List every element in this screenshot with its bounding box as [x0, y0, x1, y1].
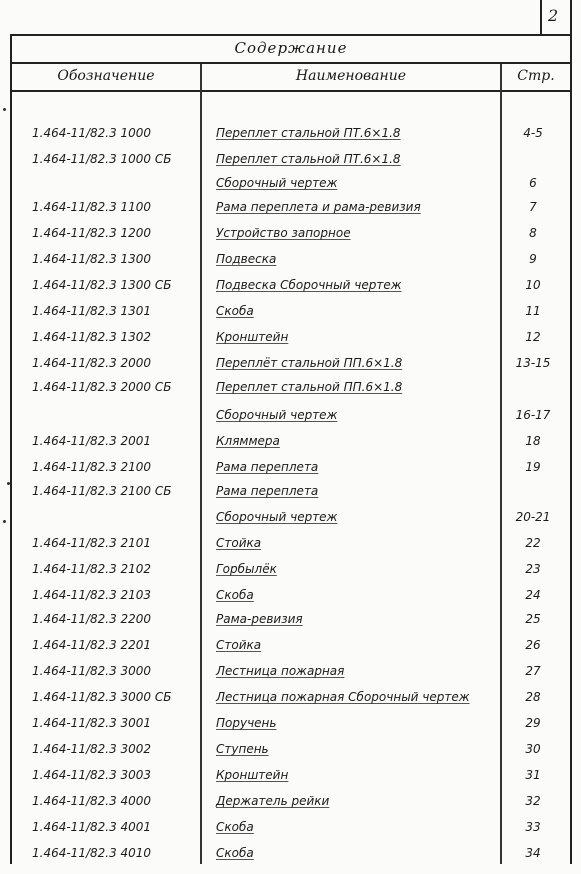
cell-name: Кронштейн	[216, 768, 289, 782]
document-title: Содержание	[234, 39, 348, 57]
scan-speck	[3, 520, 6, 523]
cell-name: Подвеска	[216, 252, 277, 266]
cell-designation: 1.464-11/82.3 1300	[32, 252, 152, 266]
cell-name: Стойка	[216, 536, 262, 550]
cell-designation: 1.464-11/82.3 2200	[32, 612, 152, 626]
cell-designation: 1.464-11/82.3 1300 СБ	[32, 278, 172, 292]
cell-name: Рама переплета	[216, 484, 319, 498]
cell-name: Держатель рейки	[216, 794, 330, 808]
table-header	[12, 64, 570, 92]
cell-designation: 1.464-11/82.3 3002	[32, 742, 152, 756]
table-row	[12, 634, 570, 660]
cell-page: 4-5	[523, 126, 543, 140]
table-row	[12, 712, 570, 738]
cell-page: 22	[525, 536, 541, 550]
table-row	[12, 326, 570, 352]
cell-designation: 1.464-11/82.3 2001	[32, 434, 152, 448]
table-row	[12, 222, 570, 248]
cell-designation: 1.464-11/82.3 2102	[32, 562, 152, 576]
cell-page: 29	[525, 716, 541, 730]
cell-page: 8	[529, 226, 537, 240]
table-row	[12, 686, 570, 712]
header-name: Наименование	[295, 68, 407, 84]
header-designation: Обозначение	[57, 68, 155, 84]
table-row	[12, 300, 570, 326]
cell-page: 28	[525, 690, 541, 704]
cell-name: Горбылёк	[216, 562, 277, 576]
cell-page: 27	[525, 664, 541, 678]
cell-name: Рама переплета	[216, 460, 319, 474]
table-row	[12, 172, 570, 198]
cell-designation: 1.464-11/82.3 1000 СБ	[32, 152, 172, 166]
cell-name: Лестница пожарная	[216, 664, 345, 678]
cell-name: Рама-ревизия	[216, 612, 303, 626]
cell-page: 7	[529, 200, 537, 214]
table-row	[12, 764, 570, 790]
table-row	[12, 122, 570, 148]
table-row	[12, 196, 570, 222]
header-page: Стр.	[517, 68, 555, 84]
cell-designation: 1.464-11/82.3 1302	[32, 330, 152, 344]
table-row	[12, 738, 570, 764]
cell-page: 34	[525, 846, 541, 860]
cell-designation: 1.464-11/82.3 2103	[32, 588, 152, 602]
cell-name: Скоба	[216, 820, 254, 834]
cell-name: Переплет стальной ПТ.6×1.8	[216, 152, 401, 166]
cell-designation: 1.464-11/82.3 2201	[32, 638, 152, 652]
cell-page: 24	[525, 588, 541, 602]
cell-page: 16-17	[515, 408, 551, 422]
cell-designation: 1.464-11/82.3 3003	[32, 768, 152, 782]
cell-name: Скоба	[216, 304, 254, 318]
cell-name: Скоба	[216, 588, 254, 602]
cell-name: Ступень	[216, 742, 269, 756]
table-row	[12, 532, 570, 558]
cell-designation: 1.464-11/82.3 1301	[32, 304, 152, 318]
cell-page: 23	[525, 562, 541, 576]
table-row	[12, 248, 570, 274]
cell-name: Лестница пожарная Сборочный чертеж	[216, 690, 470, 704]
cell-page: 33	[525, 820, 541, 834]
cell-designation: 1.464-11/82.3 4000	[32, 794, 152, 808]
table-row	[12, 608, 570, 634]
cell-name: Переплет стальной ПП.6×1.8	[216, 380, 403, 394]
table-row	[12, 790, 570, 816]
cell-name: Переплет стальной ПТ.6×1.8	[216, 126, 401, 140]
cell-page: 9	[529, 252, 537, 266]
cell-designation: 1.464-11/82.3 1100	[32, 200, 152, 214]
cell-name: Переплёт стальной ПП.6×1.8	[216, 356, 403, 370]
cell-name: Кронштейн	[216, 330, 289, 344]
table-row	[12, 148, 570, 174]
cell-name: Сборочный чертеж	[216, 176, 338, 190]
table-row	[12, 558, 570, 584]
cell-designation: 1.464-11/82.3 4010	[32, 846, 152, 860]
cell-page: 11	[525, 304, 541, 318]
table-row	[12, 456, 570, 482]
table-row	[12, 506, 570, 532]
cell-page: 31	[525, 768, 541, 782]
cell-designation: 1.464-11/82.3 1000	[32, 126, 152, 140]
cell-page: 32	[525, 794, 541, 808]
cell-designation: 1.464-11/82.3 2100	[32, 460, 152, 474]
scan-speck	[3, 108, 6, 111]
cell-designation: 1.464-11/82.3 3001	[32, 716, 152, 730]
table-row	[12, 404, 570, 430]
cell-name: Сборочный чертеж	[216, 510, 338, 524]
cell-designation: 1.464-11/82.3 1200	[32, 226, 152, 240]
table-row	[12, 352, 570, 378]
cell-page: 18	[525, 434, 541, 448]
table-row	[12, 430, 570, 456]
cell-name: Сборочный чертеж	[216, 408, 338, 422]
cell-designation: 1.464-11/82.3 2101	[32, 536, 152, 550]
page-number: 2	[548, 6, 559, 25]
cell-page: 6	[529, 176, 537, 190]
cell-page: 25	[525, 612, 541, 626]
cell-designation: 1.464-11/82.3 2000 СБ	[32, 380, 172, 394]
frame-right-border	[570, 0, 572, 864]
cell-designation: 1.464-11/82.3 3000 СБ	[32, 690, 172, 704]
cell-name: Стойка	[216, 638, 262, 652]
table-row	[12, 842, 570, 868]
scan-speck	[7, 482, 10, 485]
cell-page: 20-21	[515, 510, 551, 524]
table-row	[12, 376, 570, 402]
cell-name: Скоба	[216, 846, 254, 860]
cell-name: Подвеска Сборочный чертеж	[216, 278, 402, 292]
table-row	[12, 660, 570, 686]
table-row	[12, 480, 570, 506]
cell-designation: 1.464-11/82.3 2000	[32, 356, 152, 370]
cell-name: Рама переплета и рама-ревизия	[216, 200, 421, 214]
cell-name: Поручень	[216, 716, 277, 730]
cell-page: 19	[525, 460, 541, 474]
cell-designation: 1.464-11/82.3 4001	[32, 820, 152, 834]
cell-page: 10	[525, 278, 541, 292]
cell-designation: 1.464-11/82.3 3000	[32, 664, 152, 678]
cell-page: 13-15	[515, 356, 551, 370]
title-row	[12, 36, 570, 64]
cell-designation: 1.464-11/82.3 2100 СБ	[32, 484, 172, 498]
table-row	[12, 816, 570, 842]
table-row	[12, 584, 570, 610]
cell-page: 12	[525, 330, 541, 344]
table-row	[12, 274, 570, 300]
cell-page: 26	[525, 638, 541, 652]
cell-page: 30	[525, 742, 541, 756]
cell-name: Кляммера	[216, 434, 280, 448]
cell-name: Устройство запорное	[216, 226, 351, 240]
